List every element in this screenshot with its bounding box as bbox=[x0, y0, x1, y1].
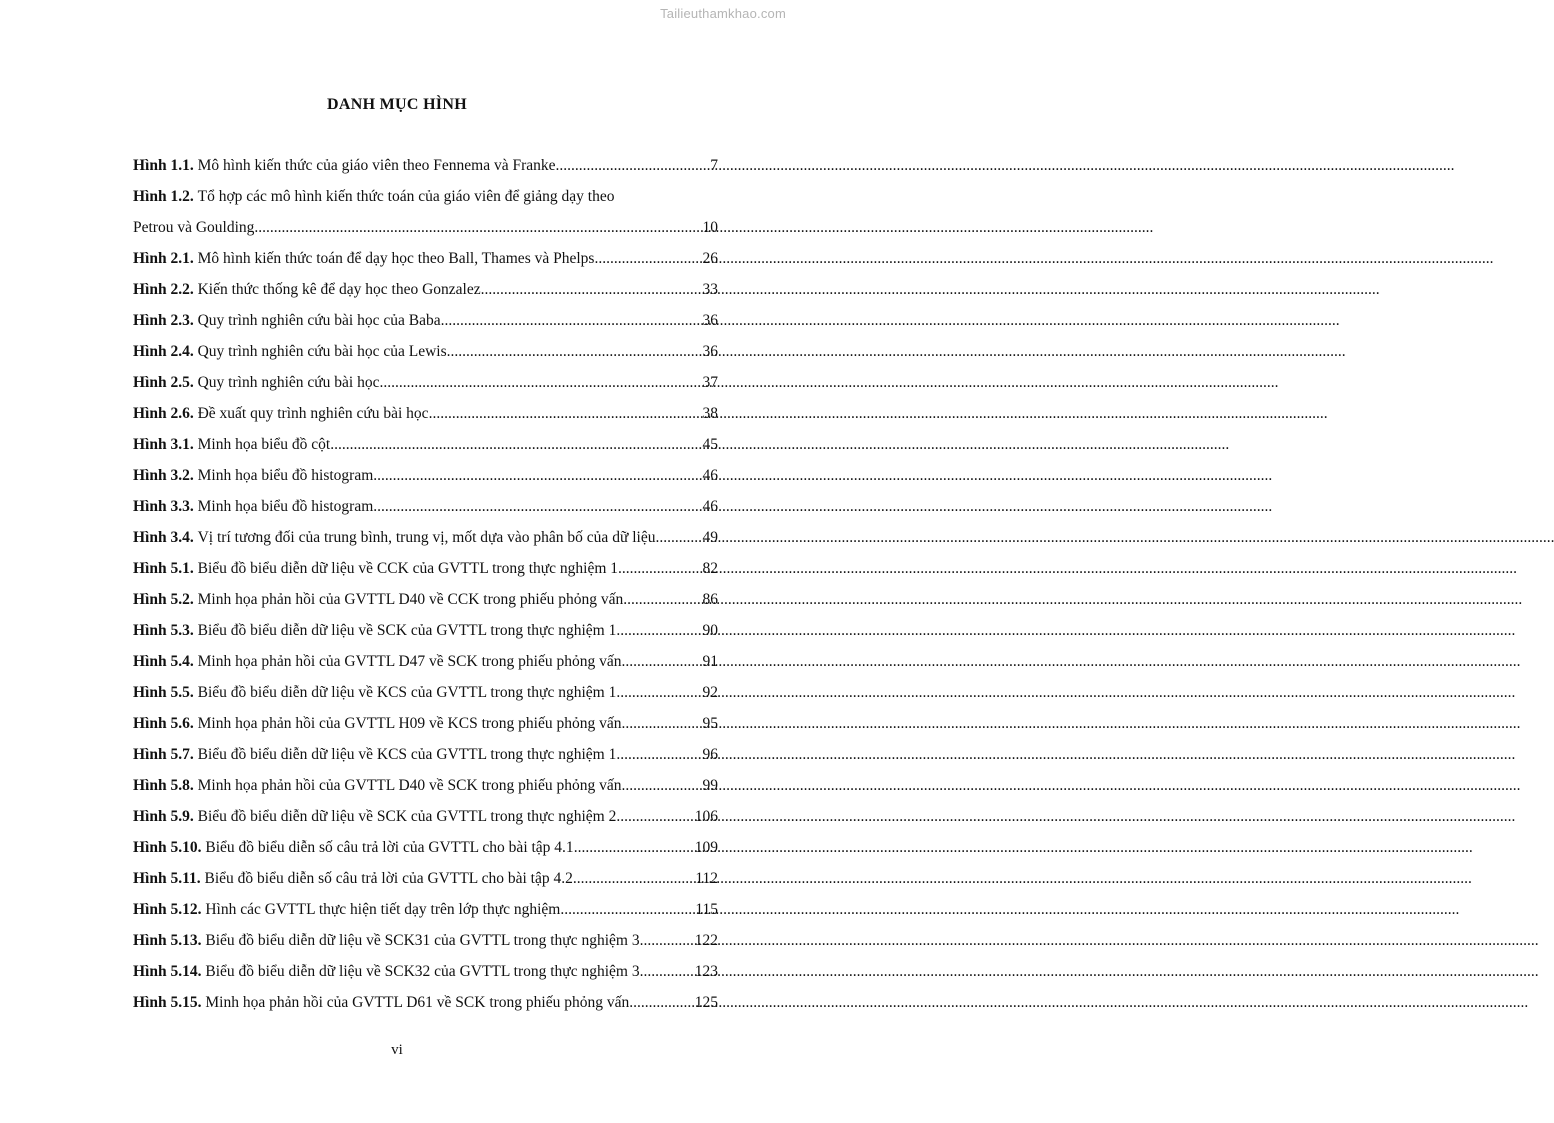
toc-entry bbox=[133, 247, 718, 278]
figure-page: 92 bbox=[702, 684, 718, 701]
figure-page: 26 bbox=[702, 250, 718, 267]
toc-entry bbox=[133, 309, 718, 340]
dot-leader bbox=[622, 712, 703, 736]
figure-page: 90 bbox=[702, 622, 718, 639]
dot-leader bbox=[330, 433, 702, 457]
figure-title: Biểu đồ biểu diễn dữ liệu về CCK của GVTTL trong thực nghiệm 1 bbox=[197, 560, 619, 577]
figure-title: Biểu đồ biểu diễn dữ liệu về SCK31 của GVTTL trong thực nghiệm 3 bbox=[205, 932, 640, 949]
figure-page: 96 bbox=[702, 746, 718, 763]
toc-entry bbox=[133, 526, 718, 557]
figure-page: 37 bbox=[702, 374, 718, 391]
figure-title: Biểu đồ biểu diễn dữ liệu về SCK32 của GVTTL trong thực nghiệm 3 bbox=[205, 963, 640, 980]
figure-page: 33 bbox=[702, 281, 718, 298]
dot-leader bbox=[616, 805, 694, 829]
figure-label: Hình 2.4. bbox=[133, 343, 198, 360]
figure-title: Biểu đồ biểu diễn số câu trả lời của GVTTL cho bài tập 4.1 bbox=[205, 839, 574, 856]
figure-label: Hình 5.15. bbox=[133, 994, 206, 1011]
toc-entry bbox=[133, 340, 718, 371]
toc-entry bbox=[133, 402, 718, 433]
dot-leader bbox=[655, 526, 702, 550]
toc-entry bbox=[133, 557, 718, 588]
figure-label: Hình 2.3. bbox=[133, 312, 198, 329]
figure-page: 7 bbox=[710, 157, 718, 174]
figure-page: 36 bbox=[702, 343, 718, 360]
figure-title: Đề xuất quy trình nghiên cứu bài học bbox=[197, 405, 429, 422]
figure-title: Biểu đồ biểu diễn dữ liệu về KCS của GVTTL trong thực nghiệm 1 bbox=[197, 684, 617, 701]
dot-leader bbox=[616, 619, 702, 643]
figure-title: Minh họa phản hồi của GVTTL D61 về SCK trong phiếu phỏng vấn bbox=[205, 994, 630, 1011]
toc-entry bbox=[133, 898, 718, 929]
figure-title: Quy trình nghiên cứu bài học của Baba bbox=[197, 312, 441, 329]
figure-page: 123 bbox=[694, 963, 718, 980]
dot-leader bbox=[481, 278, 703, 302]
toc-entry bbox=[133, 464, 718, 495]
figure-title: Vị trí tương đối của trung bình, trung vị, mốt dựa vào phân bố của dữ liệu bbox=[197, 529, 656, 546]
figure-label: Hình 2.6. bbox=[133, 405, 198, 422]
figure-page: 38 bbox=[702, 405, 718, 422]
dot-leader bbox=[373, 495, 702, 519]
figure-label: Hình 5.8. bbox=[133, 777, 198, 794]
figure-label: Hình 5.7. bbox=[133, 746, 198, 763]
toc-entry bbox=[133, 805, 718, 836]
toc-entry bbox=[133, 712, 718, 743]
dot-leader bbox=[618, 557, 702, 581]
figure-page: 112 bbox=[695, 870, 718, 887]
dot-leader bbox=[594, 247, 702, 271]
figure-label: Hình 3.4. bbox=[133, 529, 198, 546]
figure-title: Minh họa biểu đồ cột bbox=[197, 436, 331, 453]
figure-page: 95 bbox=[702, 715, 718, 732]
dot-leader bbox=[447, 340, 703, 364]
dot-leader bbox=[640, 960, 695, 984]
dot-leader bbox=[441, 309, 703, 333]
toc-entry bbox=[133, 960, 718, 991]
figure-label: Hình 2.5. bbox=[133, 374, 198, 391]
figure-label: Hình 5.14. bbox=[133, 963, 206, 980]
figure-page: 46 bbox=[702, 498, 718, 515]
figure-page: 115 bbox=[695, 901, 718, 918]
dot-leader bbox=[380, 371, 703, 395]
figure-label: Hình 5.5. bbox=[133, 684, 198, 701]
dot-leader bbox=[574, 836, 695, 860]
figure-title-continued: Petrou và Goulding bbox=[133, 219, 255, 236]
figure-title: Quy trình nghiên cứu bài học bbox=[197, 374, 380, 391]
figure-title: Kiến thức thống kê để dạy học theo Gonzalez bbox=[197, 281, 481, 298]
figure-page: 122 bbox=[694, 932, 718, 949]
toc-entry bbox=[133, 588, 718, 619]
figure-label: Hình 2.1. bbox=[133, 250, 198, 267]
figure-label: Hình 5.10. bbox=[133, 839, 206, 856]
figure-title: Mô hình kiến thức của giáo viên theo Fennema và Franke bbox=[197, 157, 556, 174]
figure-label: Hình 3.2. bbox=[133, 467, 198, 484]
toc-entry bbox=[133, 495, 718, 526]
toc-entry bbox=[133, 836, 718, 867]
figure-label: Hình 5.3. bbox=[133, 622, 198, 639]
toc-entry bbox=[133, 433, 718, 464]
figure-label: Hình 2.2. bbox=[133, 281, 198, 298]
toc-entry bbox=[133, 774, 718, 805]
figure-title: Quy trình nghiên cứu bài học của Lewis bbox=[197, 343, 447, 360]
dot-leader bbox=[622, 650, 703, 674]
figure-title: Biểu đồ biểu diễn số câu trả lời của GVTTL cho bài tập 4.2 bbox=[204, 870, 573, 887]
figure-page: 99 bbox=[702, 777, 718, 794]
toc-entry bbox=[133, 867, 718, 898]
figure-label: Hình 1.1. bbox=[133, 157, 198, 174]
toc-entry bbox=[133, 278, 718, 309]
dot-leader bbox=[373, 464, 702, 488]
dot-leader bbox=[573, 867, 695, 891]
dot-leader bbox=[629, 991, 695, 1015]
figure-title: Minh họa biểu đồ histogram bbox=[197, 467, 374, 484]
figure-title: Biểu đồ biểu diễn dữ liệu về SCK của GVTTL trong thực nghiệm 1 bbox=[197, 622, 617, 639]
figure-page: 109 bbox=[694, 839, 718, 856]
figure-title: Minh họa phản hồi của GVTTL D40 về CCK trong phiếu phỏng vấn bbox=[197, 591, 624, 608]
figure-page: 10 bbox=[702, 219, 718, 236]
figure-page: 45 bbox=[702, 436, 718, 453]
toc-entry bbox=[133, 681, 718, 712]
toc-entry bbox=[133, 371, 718, 402]
figure-label: Hình 3.1. bbox=[133, 436, 198, 453]
figure-page: 49 bbox=[702, 529, 718, 546]
figure-label: Hình 5.9. bbox=[133, 808, 198, 825]
figure-title: Minh họa phản hồi của GVTTL D47 về SCK trong phiếu phỏng vấn bbox=[197, 653, 622, 670]
figure-label: Hình 1.2. bbox=[133, 188, 198, 205]
figure-label: Hình 5.13. bbox=[133, 932, 206, 949]
figure-title: Hình các GVTTL thực hiện tiết dạy trên lớp thực nghiệm bbox=[205, 901, 561, 918]
dot-leader bbox=[640, 929, 695, 953]
figure-label: Hình 5.4. bbox=[133, 653, 198, 670]
toc-entry bbox=[133, 743, 718, 774]
figure-label: Hình 5.2. bbox=[133, 591, 198, 608]
dot-leader bbox=[429, 402, 703, 426]
dot-leader bbox=[556, 154, 711, 178]
figure-label: Hình 5.1. bbox=[133, 560, 198, 577]
figure-label: Hình 5.11. bbox=[133, 870, 205, 887]
dot-leader bbox=[560, 898, 695, 922]
figure-label: Hình 5.12. bbox=[133, 901, 206, 918]
toc-entry bbox=[133, 154, 718, 185]
figure-label: Hình 3.3. bbox=[133, 498, 198, 515]
dot-leader bbox=[616, 743, 702, 767]
figure-title: Minh họa phản hồi của GVTTL H09 về KCS trong phiếu phỏng vấn bbox=[197, 715, 622, 732]
toc-entry bbox=[133, 650, 718, 681]
figure-page: 82 bbox=[702, 560, 718, 577]
figure-page: 86 bbox=[702, 591, 718, 608]
figure-title: Tổ hợp các mô hình kiến thức toán của giáo viên để giảng dạy theo bbox=[197, 188, 615, 205]
figure-page: 106 bbox=[694, 808, 718, 825]
figure-title: Mô hình kiến thức toán để dạy học theo Ball, Thames và Phelps bbox=[197, 250, 595, 267]
page-number: vi bbox=[391, 1042, 403, 1058]
figure-label: Hình 5.6. bbox=[133, 715, 198, 732]
dot-leader bbox=[622, 774, 703, 798]
figure-page: 91 bbox=[702, 653, 718, 670]
watermark-text: Tailieuthamkhao.com bbox=[660, 6, 786, 21]
dot-leader bbox=[616, 681, 702, 705]
figure-page: 46 bbox=[702, 467, 718, 484]
figure-title: Biểu đồ biểu diễn dữ liệu về SCK của GVTTL trong thực nghiệm 2 bbox=[197, 808, 617, 825]
dot-leader bbox=[254, 216, 702, 240]
figure-page: 125 bbox=[694, 994, 718, 1011]
toc-entry bbox=[133, 929, 718, 960]
figure-title: Minh họa biểu đồ histogram bbox=[197, 498, 374, 515]
toc-entry bbox=[133, 619, 718, 650]
toc-entry-continuation bbox=[133, 216, 718, 247]
figure-title: Biểu đồ biểu diễn dữ liệu về KCS của GVTTL trong thực nghiệm 1 bbox=[197, 746, 617, 763]
figure-list bbox=[133, 154, 718, 1022]
figure-page: 36 bbox=[702, 312, 718, 329]
dot-leader bbox=[623, 588, 702, 612]
figure-title: Minh họa phản hồi của GVTTL D40 về SCK trong phiếu phỏng vấn bbox=[197, 777, 622, 794]
toc-entry bbox=[133, 185, 718, 216]
toc-entry bbox=[133, 991, 718, 1022]
page-title: DANH MỤC HÌNH bbox=[327, 96, 467, 113]
